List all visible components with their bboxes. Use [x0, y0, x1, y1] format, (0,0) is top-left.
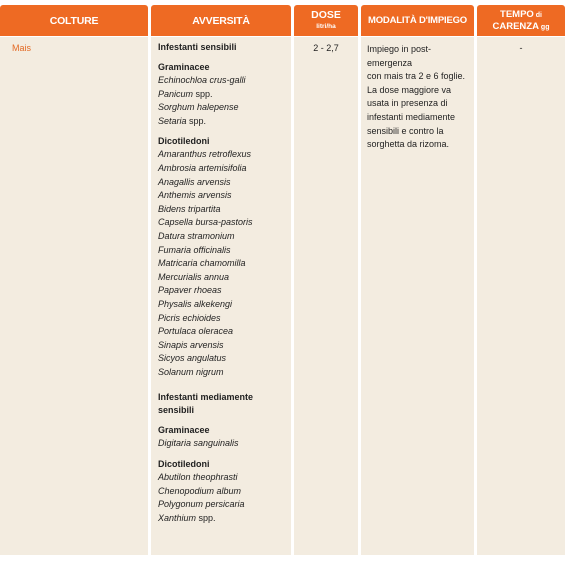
weed-species-name: Abutilon theophrasti [158, 472, 238, 483]
weed-species-name: Sorghum halepense [158, 102, 239, 113]
weed-species-name: Setaria [158, 115, 187, 126]
header-colture-label: COLTURE [49, 14, 99, 27]
weed-species [158, 437, 288, 451]
header-tempo-di: di [533, 11, 542, 19]
weed-species-name: Sicyos angulatus [158, 353, 227, 364]
sensibili-title: Infestanti sensibili [158, 42, 237, 52]
column-modalita [361, 37, 474, 555]
weed-species [158, 312, 288, 326]
weed-species [158, 148, 288, 162]
header-tempo-line1 [500, 9, 542, 21]
column-avversita [151, 37, 291, 555]
header-tempo [477, 5, 565, 36]
weed-species-name: Papaver rhoeas [158, 285, 222, 296]
weed-species-name: Polygonum persicaria [158, 499, 245, 510]
weed-species-name: Capsella bursa-pastoris [158, 217, 253, 228]
weed-species-name: Anthemis arvensis [158, 190, 232, 201]
weed-species-name: Bidens tripartita [158, 203, 221, 214]
weed-species [158, 498, 288, 512]
sensibili-graminacee-title: Graminacee [158, 62, 210, 72]
column-colture [0, 37, 148, 555]
weed-species [158, 162, 288, 176]
weed-species-spp: spp. [186, 115, 207, 126]
weed-species-name: Chenopodium album [158, 485, 242, 496]
mediamente-dicotiledoni-title: Dicotiledoni [158, 459, 210, 470]
weed-species [158, 115, 288, 129]
weed-species [158, 230, 288, 244]
weed-species [158, 257, 288, 271]
weed-species [158, 366, 288, 380]
weed-species-name: Digitaria sanguinalis [158, 438, 239, 449]
weed-species [158, 512, 288, 526]
weed-species [158, 176, 288, 190]
weed-species-name: Ambrosia artemisifolia [158, 162, 247, 173]
mediamente-title-line2: sensibili [158, 405, 195, 416]
header-colture [0, 5, 148, 36]
weed-species-spp: spp. [193, 88, 213, 99]
weed-species-name: Physalis alkekengi [158, 298, 233, 309]
weed-species-name: Mercurialis annua [158, 271, 230, 282]
column-tempo [477, 37, 565, 555]
weed-species [158, 339, 288, 353]
weed-species [158, 88, 288, 102]
weed-species-name: Xanthium [158, 512, 197, 523]
header-tempo-gg: gg [538, 23, 550, 31]
weed-species-name: Anagallis arvensis [158, 176, 231, 187]
header-dose-unit: litri/ha [316, 22, 336, 30]
sensibili-dicotiledoni-list [158, 148, 288, 379]
weed-species [158, 352, 288, 366]
weed-species-name: Datura stramonium [158, 230, 235, 241]
modalita-line: sorghetta da rizoma. [367, 139, 450, 150]
weed-species [158, 189, 288, 203]
modalita-line: con mais tra 2 e 6 foglie. [367, 71, 466, 82]
weed-species [158, 485, 288, 499]
weed-species-name: Sinapis arvensis [158, 339, 224, 350]
mediamente-dicotiledoni-list [158, 471, 288, 525]
weed-species [158, 244, 288, 258]
column-dose [294, 37, 358, 555]
modalita-line: sensibili e contro la [367, 125, 444, 136]
weed-species [158, 74, 288, 88]
modalita-line: infestanti mediamente [367, 111, 456, 122]
header-avversita [151, 5, 291, 36]
weed-species [158, 101, 288, 115]
header-dose [294, 5, 358, 36]
weed-species-name: Solanum nigrum [158, 366, 224, 377]
modalita-text [367, 43, 471, 152]
weed-species [158, 271, 288, 285]
mediamente-graminacee-list [158, 437, 288, 451]
header-tempo-word: TEMPO [500, 8, 534, 20]
weed-species [158, 284, 288, 298]
sensibili-dicotiledoni-title: Dicotiledoni [158, 136, 210, 147]
modalita-line: La dose maggiore va [367, 84, 452, 95]
modalita-line: emergenza [367, 57, 413, 68]
weed-species-name: Echinochloa crus-galli [158, 75, 246, 85]
weed-species [158, 298, 288, 312]
tempo-value: - [519, 43, 523, 53]
weed-species [158, 216, 288, 230]
weed-species [158, 203, 288, 217]
mediamente-graminacee-title: Graminacee [158, 425, 210, 436]
weed-species [158, 325, 288, 339]
weed-species-name: Panicum [158, 88, 194, 99]
dose-value: 2 - 2,7 [313, 43, 339, 53]
header-avversita-label: AVVERSITÀ [192, 14, 250, 27]
weed-species-spp: spp. [196, 512, 216, 523]
crop-name: Mais [12, 43, 32, 53]
modalita-line: usata in presenza di [367, 98, 448, 109]
header-dose-label: DOSE [311, 8, 341, 21]
modalita-line: Impiego in post- [367, 44, 432, 54]
weed-species [158, 471, 288, 485]
weed-species-name: Portulaca oleracea [158, 326, 234, 337]
weed-species-name: Amaranthus retroflexus [158, 149, 252, 160]
header-modalita [361, 5, 474, 36]
header-carenza-word: CARENZA [492, 20, 539, 32]
weed-species-name: Fumaria officinalis [158, 244, 231, 255]
weed-species-name: Picris echioides [158, 312, 221, 323]
mediamente-title-line1: Infestanti mediamente [158, 392, 254, 403]
weed-list [158, 41, 288, 525]
header-tempo-line2 [493, 21, 550, 33]
sensibili-graminacee-list [158, 74, 288, 128]
header-modalita-label: MODALITÀ D'IMPIEGO [368, 15, 467, 26]
weed-species-name: Matricaria chamomilla [158, 258, 246, 269]
